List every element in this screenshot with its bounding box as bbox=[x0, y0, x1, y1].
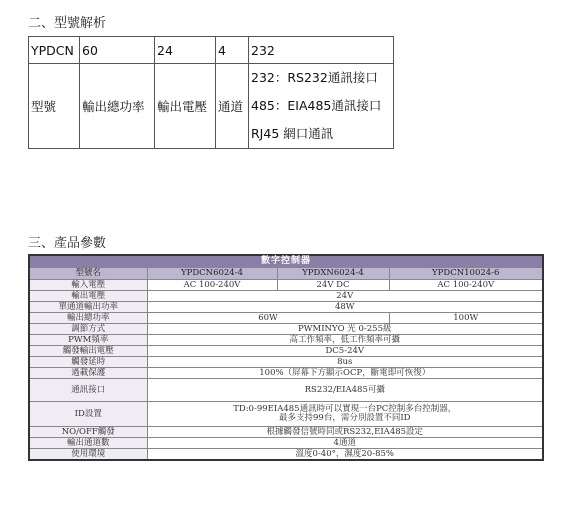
model-meaning-voltage: 輸出電壓 bbox=[155, 64, 216, 149]
value-comm: RS232/EIA485可攝 bbox=[147, 379, 543, 402]
value-channels: 4通道 bbox=[147, 438, 543, 449]
interface-eia485: 485：EIA485通訊接口 bbox=[251, 98, 382, 113]
row-comm bbox=[29, 379, 543, 402]
model-code-row bbox=[29, 37, 394, 64]
value-nonc: 根據觸發信號時同或RS232,EIA485設定 bbox=[147, 427, 543, 438]
row-dimming bbox=[29, 324, 543, 335]
model-code-power: 60 bbox=[80, 37, 155, 64]
header-model-c: YPDCN10024-6 bbox=[389, 268, 543, 280]
row-channels bbox=[29, 438, 543, 449]
row-id-setting bbox=[29, 402, 543, 427]
params-header-row bbox=[29, 268, 543, 280]
section-title-params: 三、產品參數 bbox=[28, 236, 107, 251]
params-title: 數字控制器 bbox=[29, 255, 543, 268]
model-code-interface: 232 bbox=[249, 37, 394, 64]
label-input-voltage: 輸入電壓 bbox=[29, 280, 147, 291]
label-pwm-freq: PWM頻率 bbox=[29, 335, 147, 346]
params-title-row bbox=[29, 255, 543, 268]
row-input-voltage bbox=[29, 280, 543, 291]
row-trigger-output bbox=[29, 346, 543, 357]
label-output-voltage: 輸出電壓 bbox=[29, 291, 147, 302]
label-nonc: NO/OFF觸發 bbox=[29, 427, 147, 438]
value-input-voltage-c: AC 100-240V bbox=[389, 280, 543, 291]
header-model-name: 型號名 bbox=[29, 268, 147, 280]
row-pwm-freq bbox=[29, 335, 543, 346]
row-single-power bbox=[29, 302, 543, 313]
value-input-voltage-b: 24V DC bbox=[277, 280, 389, 291]
id-setting-line-2: 最多支持99台，需分別設置不同ID bbox=[279, 413, 411, 423]
value-output-voltage: 24V bbox=[147, 291, 543, 302]
product-params-table bbox=[28, 254, 544, 461]
model-meaning-row bbox=[29, 64, 394, 149]
row-environment bbox=[29, 449, 543, 461]
model-meaning-series: 型號 bbox=[29, 64, 80, 149]
value-pwm-freq: 高工作頻率，低工作頻率可攝 bbox=[147, 335, 543, 346]
value-single-power: 48W bbox=[147, 302, 543, 313]
label-comm: 通訊接口 bbox=[29, 379, 147, 402]
row-trigger-delay bbox=[29, 357, 543, 368]
value-trigger-delay: 8us bbox=[147, 357, 543, 368]
model-code-series: YPDCN bbox=[29, 37, 80, 64]
model-decode-table bbox=[28, 36, 394, 149]
header-model-a: YPDCN6024-4 bbox=[147, 268, 277, 280]
label-trigger-output: 觸發輸出電壓 bbox=[29, 346, 147, 357]
model-meaning-power: 輸出總功率 bbox=[80, 64, 155, 149]
value-total-power-c: 100W bbox=[389, 313, 543, 324]
label-single-power: 單通道輸出功率 bbox=[29, 302, 147, 313]
value-dimming: PWMINYO 光 0-255級 bbox=[147, 324, 543, 335]
label-overload: 過載保護 bbox=[29, 368, 147, 379]
id-setting-line-1: TD:0-99EIA485通訊時可以實現一台PC控制多台控制器， bbox=[233, 404, 457, 414]
header-model-b: YPDXN6024-4 bbox=[277, 268, 389, 280]
label-id-setting: ID設置 bbox=[29, 402, 147, 427]
model-code-voltage: 24 bbox=[155, 37, 216, 64]
value-trigger-output: DC5-24V bbox=[147, 346, 543, 357]
value-total-power-ab: 60W bbox=[147, 313, 389, 324]
value-id-setting bbox=[147, 402, 543, 427]
row-total-power bbox=[29, 313, 543, 324]
row-nonc bbox=[29, 427, 543, 438]
value-overload: 100%（屏幕下方顯示OCP，斷電即可恢復） bbox=[147, 368, 543, 379]
value-input-voltage-a: AC 100-240V bbox=[147, 280, 277, 291]
row-overload bbox=[29, 368, 543, 379]
label-environment: 使用環境 bbox=[29, 449, 147, 461]
value-environment: 溫度0-40°，濕度20-85% bbox=[147, 449, 543, 461]
interface-rj45: RJ45 網口通訊 bbox=[251, 126, 334, 141]
interface-rs232: 232：RS232通訊接口 bbox=[251, 70, 378, 85]
label-total-power: 輸出總功率 bbox=[29, 313, 147, 324]
model-meaning-channels: 通道 bbox=[216, 64, 249, 149]
model-code-channels: 4 bbox=[216, 37, 249, 64]
label-channels: 輸出通道數 bbox=[29, 438, 147, 449]
model-meaning-interface bbox=[249, 64, 394, 149]
label-trigger-delay: 觸發延時 bbox=[29, 357, 147, 368]
section-title-model: 二、型號解析 bbox=[28, 16, 107, 31]
row-output-voltage bbox=[29, 291, 543, 302]
label-dimming: 調節方式 bbox=[29, 324, 147, 335]
